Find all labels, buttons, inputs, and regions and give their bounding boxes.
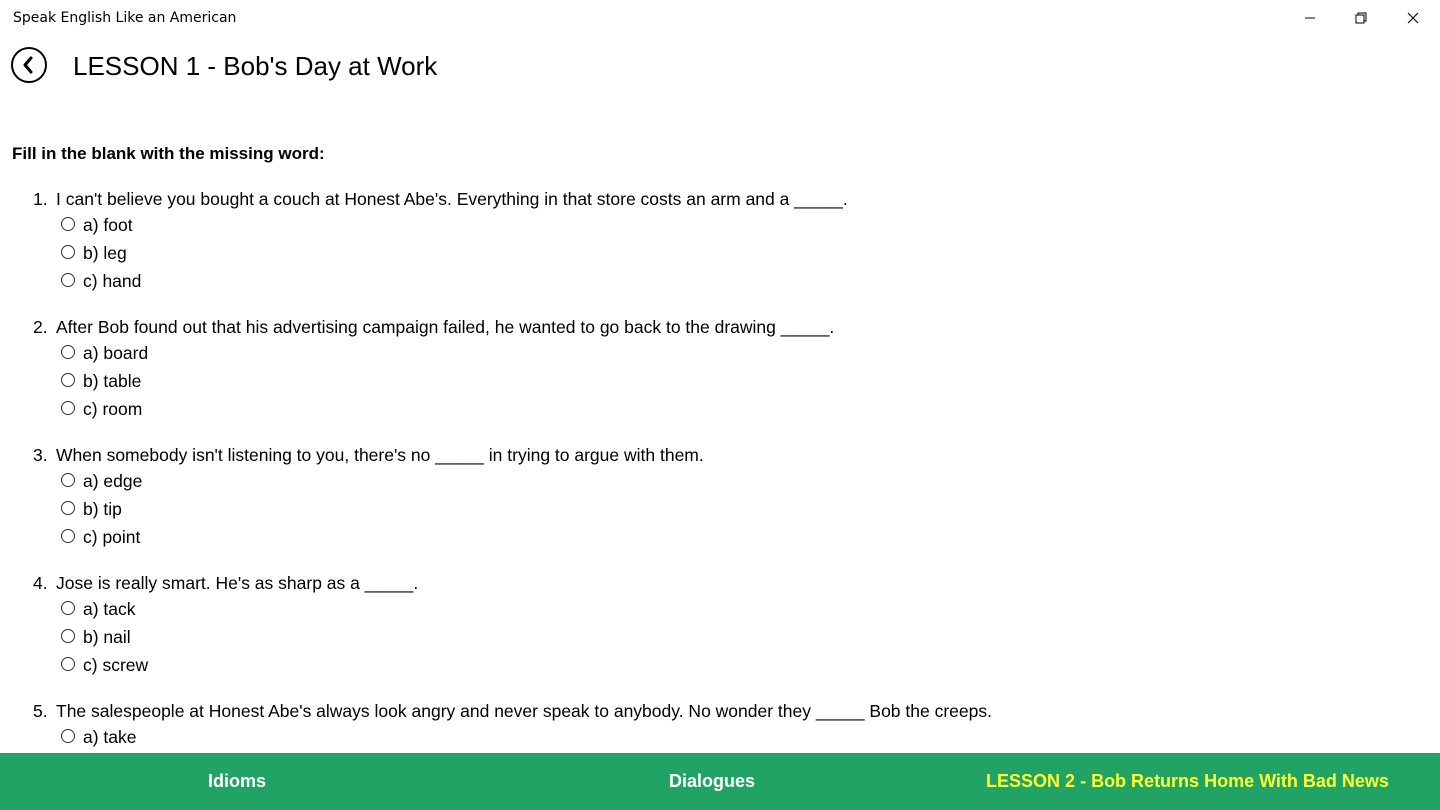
next-lesson-link[interactable]: LESSON 2 - Bob Returns Home With Bad News bbox=[986, 771, 1389, 791]
radio-button[interactable] bbox=[61, 529, 75, 543]
radio-button[interactable] bbox=[61, 601, 75, 615]
answer-option[interactable] bbox=[0, 651, 1440, 679]
option-label: b) leg bbox=[83, 243, 127, 263]
question-2 bbox=[0, 315, 1440, 423]
question-text: Jose is really smart. He's as sharp as a _____. bbox=[56, 573, 419, 593]
question-3 bbox=[0, 443, 1440, 551]
radio-button[interactable] bbox=[61, 501, 75, 515]
answer-option[interactable] bbox=[0, 623, 1440, 651]
bottom-nav-bar bbox=[0, 753, 1440, 810]
option-label: b) table bbox=[83, 371, 142, 391]
restore-icon bbox=[1355, 12, 1367, 24]
radio-button[interactable] bbox=[61, 373, 75, 387]
option-label: c) screw bbox=[83, 655, 149, 675]
answer-option[interactable] bbox=[0, 523, 1440, 551]
radio-button[interactable] bbox=[61, 473, 75, 487]
question-1 bbox=[0, 187, 1440, 295]
answer-option[interactable] bbox=[0, 239, 1440, 267]
radio-button[interactable] bbox=[61, 629, 75, 643]
question-number: 5. bbox=[33, 701, 48, 721]
option-label: b) nail bbox=[83, 627, 131, 647]
question-text: When somebody isn't listening to you, there's no _____ in trying to argue with them. bbox=[56, 445, 704, 465]
radio-button[interactable] bbox=[61, 273, 75, 287]
restore-button[interactable] bbox=[1338, 0, 1384, 36]
question-text: The salespeople at Honest Abe's always look angry and never speak to anybody. No wonder they _____ Bob the creeps. bbox=[56, 701, 992, 721]
radio-button[interactable] bbox=[61, 345, 75, 359]
option-label: a) tack bbox=[83, 599, 136, 619]
chevron-left-icon bbox=[21, 56, 37, 74]
option-label: a) edge bbox=[83, 471, 143, 491]
question-number: 1. bbox=[33, 189, 48, 209]
answer-option[interactable] bbox=[0, 495, 1440, 523]
question-number: 3. bbox=[33, 445, 48, 465]
question-4 bbox=[0, 571, 1440, 679]
option-label: a) board bbox=[83, 343, 149, 363]
radio-button[interactable] bbox=[61, 657, 75, 671]
minimize-icon bbox=[1304, 12, 1316, 24]
radio-button[interactable] bbox=[61, 729, 75, 743]
option-label: c) point bbox=[83, 527, 141, 547]
answer-option[interactable] bbox=[0, 395, 1440, 423]
radio-button[interactable] bbox=[61, 217, 75, 231]
answer-option[interactable] bbox=[0, 595, 1440, 623]
radio-button[interactable] bbox=[61, 401, 75, 415]
option-label: a) foot bbox=[83, 215, 133, 235]
option-label: c) hand bbox=[83, 271, 142, 291]
instruction-text: Fill in the blank with the missing word: bbox=[12, 144, 325, 163]
answer-option[interactable] bbox=[0, 367, 1440, 395]
question-text: I can't believe you bought a couch at Honest Abe's. Everything in that store costs an arm and a _____. bbox=[56, 189, 848, 209]
radio-button[interactable] bbox=[61, 245, 75, 259]
close-icon bbox=[1407, 12, 1419, 24]
answer-option[interactable] bbox=[0, 211, 1440, 239]
idioms-link[interactable]: Idioms bbox=[207, 771, 266, 791]
answer-option[interactable] bbox=[0, 267, 1440, 295]
close-button[interactable] bbox=[1390, 0, 1436, 36]
page-title: LESSON 1 - Bob's Day at Work bbox=[73, 51, 438, 81]
option-label: a) take bbox=[83, 727, 137, 747]
question-number: 2. bbox=[33, 317, 48, 337]
question-list bbox=[0, 187, 1440, 771]
minimize-button[interactable] bbox=[1287, 0, 1333, 36]
back-button[interactable] bbox=[11, 47, 47, 83]
app-title: Speak English Like an American bbox=[13, 10, 237, 26]
title-bar bbox=[0, 0, 1440, 36]
answer-option[interactable] bbox=[0, 339, 1440, 367]
question-number: 4. bbox=[33, 573, 48, 593]
option-label: c) room bbox=[83, 399, 143, 419]
question-text: After Bob found out that his advertising campaign failed, he wanted to go back to the drawing _____. bbox=[56, 317, 835, 337]
answer-option[interactable] bbox=[0, 467, 1440, 495]
option-label: b) tip bbox=[83, 499, 122, 519]
dialogues-link[interactable]: Dialogues bbox=[668, 771, 756, 791]
question-5 bbox=[0, 699, 1440, 751]
answer-option[interactable] bbox=[0, 723, 1440, 751]
